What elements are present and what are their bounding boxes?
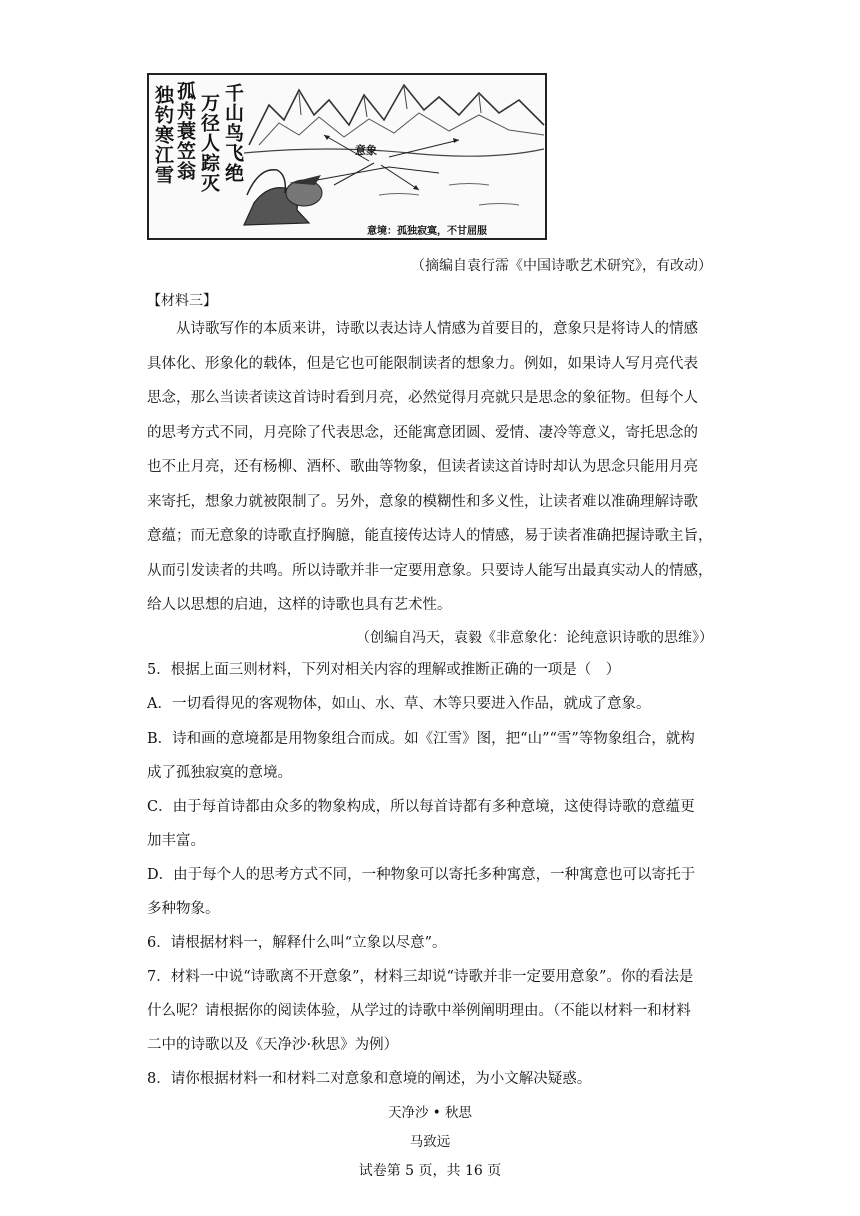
material3-paragraph — [147, 312, 715, 623]
option-d: D．由于每个人的思考方式不同，一种物象可以寄托多种寓意，一种寓意也可以寄托于 — [147, 867, 696, 883]
option-d-cont: 多种物象。 — [147, 901, 220, 917]
yijing-label: 意境：孤独寂寞，不甘屈服 — [367, 226, 487, 237]
paragraph-line: 意蕴；而无意象的诗歌直抒胸臆，能直接传达诗人的情感，易于读者准确把握诗歌主旨， — [147, 528, 713, 544]
question-7: 7．材料一中说“诗歌离不开意象”，材料三却说“诗歌并非一定要用意象”。你的看法是 — [147, 969, 694, 985]
poem-author: 马致远 — [409, 1134, 451, 1150]
page-footer: 试卷第 5 页，共 16 页 — [358, 1163, 502, 1179]
option-c-cont: 加丰富。 — [147, 833, 205, 849]
paragraph-line: 给人以思想的启迪，这样的诗歌也具有艺术性。 — [147, 597, 452, 613]
yixiang-label: 意象 — [355, 144, 377, 157]
paragraph-line: 从诗歌写作的本质来讲，诗歌以表达诗人情感为首要目的，意象只是将诗人的情感 — [176, 321, 698, 337]
paragraph-line: 从而引发读者的共鸣。所以诗歌并非一定要用意象。只要诗人能写出最真实动人的情感， — [147, 562, 713, 579]
option-c: C．由于每首诗都由众多的物象构成，所以每首诗都有多种意境，这使得诗歌的意蕴更 — [147, 799, 695, 815]
poem-column-4: 独钓寒江雪 — [152, 85, 174, 185]
paragraph-line: 也不止月亮，还有杨柳、酒杯、歌曲等物象，但读者读这首诗时却认为思念只能用月亮 — [147, 459, 698, 475]
question-6: 6．请根据材料一，解释什么叫“立象以尽意”。 — [147, 935, 447, 951]
poem-column-1: 千山鸟飞绝 — [222, 83, 244, 183]
illustration-caption: （摘编自袁行霈《中国诗歌艺术研究》，有改动） — [411, 258, 712, 274]
question-7-cont2: 二中的诗歌以及《天净沙·秋思》为例） — [147, 1037, 399, 1053]
section-label-material3: 【材料三】 — [147, 293, 217, 309]
poem-column-2: 万径人踪灭 — [198, 93, 220, 193]
option-b: B．诗和画的意境都是用物象组合而成。如《江雪》图，把“山”“雪”等物象组合，就构 — [147, 731, 695, 747]
material3-source: （创编自冯天，袁毅《非意象化：论纯意识诗歌的思维》） — [356, 630, 713, 646]
option-a: A．一切看得见的客观物体，如山、水、草、木等只要进入作品，就成了意象。 — [147, 696, 651, 712]
question-7-cont: 什么呢？请根据你的阅读体验，从学过的诗歌中举例阐明理由。（不能以材料一和材料 — [147, 1003, 691, 1019]
question-8: 8．请你根据材料一和材料二对意象和意境的阐述，为小文解决疑惑。 — [147, 1071, 592, 1087]
paragraph-line: 的思考方式不同，月亮除了代表思念，还能寓意团圆、爱情、凄冷等意义，寄托思念的 — [147, 424, 698, 441]
option-b-cont: 成了孤独寂寞的意境。 — [147, 765, 292, 781]
paragraph-line: 具体化、形象化的载体，但是它也可能限制读者的想象力。例如，如果诗人写月亮代表 — [147, 355, 698, 372]
poem-title: 天净沙 • 秋思 — [387, 1105, 473, 1121]
paragraph-line: 来寄托，想象力就被限制了。另外，意象的模糊性和多义性，让读者难以准确理解诗歌 — [147, 493, 698, 510]
question-5: 5．根据上面三则材料，下列对相关内容的理解或推断正确的一项是（ ） — [147, 662, 621, 678]
jiangxue-illustration — [147, 73, 547, 240]
poem-column-3: 孤舟蓑笠翁 — [174, 81, 196, 181]
paragraph-line: 思念，那么当读者读这首诗时看到月亮，必然觉得月亮就只是思念的象征物。但每个人 — [147, 390, 698, 406]
